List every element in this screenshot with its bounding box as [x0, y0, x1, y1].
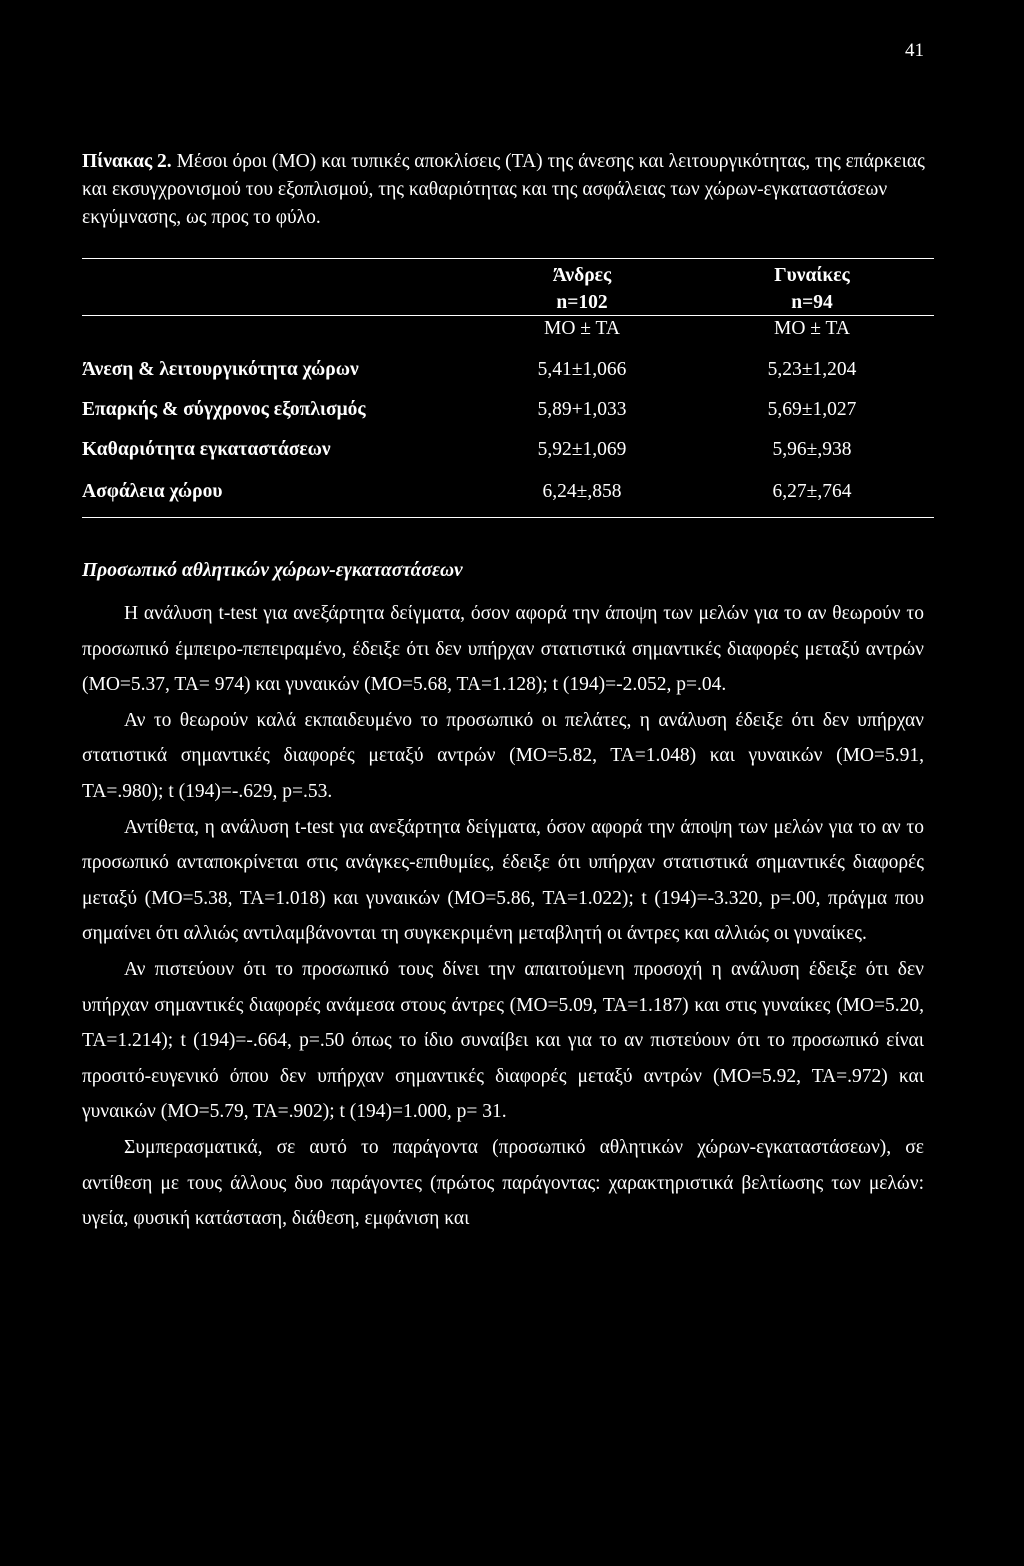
- cell-women: 5,96±,938: [772, 439, 852, 460]
- column-header-women-name: Γυναίκες: [774, 265, 850, 286]
- stat-header-men: ΜΟ ± ΤΑ: [544, 318, 620, 339]
- paragraph: Συμπερασματικά, σε αυτό το παράγοντα (προσωπικό αθλητικών χώρων-εγκαταστάσεων), σε αντίθεση με τους άλλους δυο παράγοντες (πρώτος παράγοντας: χαρακτηριστικά βελτίωσης των μελών: υγεία, φυσική κατάσταση, διάθεση, εμφάνιση και: [82, 1136, 924, 1230]
- column-header-women: [682, 262, 942, 316]
- stat-header-women: ΜΟ ± ΤΑ: [774, 318, 850, 339]
- cell-women: 6,27±,764: [772, 481, 852, 502]
- table-row: [82, 481, 934, 509]
- table-rule-mid: [82, 315, 934, 316]
- body-text: [82, 596, 924, 1237]
- table-row: [82, 399, 934, 427]
- paragraph: Αντίθετα, η ανάλυση t-test για ανεξάρτητα δείγματα, όσον αφορά την άποψη των μελών για το αν το προσωπικό ανταποκρίνεται στις ανάγκες-επιθυμίες, έδειξε ότι υπήρχαν στατιστικά σημαντικές διαφορές μεταξύ (ΜΟ=5.38, ΤΑ=1.018) και γυναικών (ΜΟ=5.86, ΤΑ=1.022); t (194)=-3.320, p=.00, πράγμα που σημαίνει ότι αλλιώς αντιλαμβάνονται τη συγκεκριμένη μεταβλητή οι άντρες και αλλιώς οι γυναίκες.: [82, 816, 924, 945]
- column-header-women-n: n=94: [791, 292, 833, 313]
- table-caption: [82, 148, 942, 232]
- paragraph: Αν το θεωρούν καλά εκπαιδευμένο το προσωπικό οι πελάτες, η ανάλυση έδειξε ότι δεν υπήρχαν στατιστικά σημαντικές διαφορές μεταξύ αντρών (ΜΟ=5.82, ΤΑ=1.048) και γυναικών (ΜΟ=5.91, ΤΑ=.980); t (194)=-.629, p=.53.: [82, 709, 924, 802]
- column-header-men-name: Άνδρες: [552, 265, 612, 286]
- table-rule-bottom: [82, 517, 934, 518]
- table-row: [82, 439, 934, 467]
- row-label: Καθαριότητα εγκαταστάσεων: [82, 439, 331, 460]
- paragraph: Η ανάλυση t-test για ανεξάρτητα δείγματα, όσον αφορά την άποψη των μελών για το αν θεωρούν το προσωπικό έμπειρο-πεπειραμένο, έδειξε ότι δεν υπήρχαν στατιστικά σημαντικές διαφορές μεταξύ αντρών (ΜΟ=5.37, ΤΑ= 974) και γυναικών (ΜΟ=5.68, ΤΑ=1.128); t (194)=-2.052, p=.04.: [82, 603, 924, 696]
- page-number: 41: [905, 40, 924, 61]
- table-rule-top: [82, 258, 934, 259]
- table-caption-label: Πίνακας 2.: [82, 151, 172, 172]
- row-label: Άνεση & λειτουργικότητα χώρων: [82, 359, 359, 380]
- cell-men: 6,24±,858: [542, 481, 622, 502]
- row-label: Ασφάλεια χώρου: [82, 481, 223, 502]
- cell-women: 5,69±1,027: [767, 399, 857, 420]
- row-label: Επαρκής & σύγχρονος εξοπλισμός: [82, 399, 366, 420]
- table-row: [82, 359, 934, 387]
- cell-men: 5,89+1,033: [537, 399, 627, 420]
- cell-men: 5,41±1,066: [537, 359, 627, 380]
- cell-men: 5,92±1,069: [537, 439, 627, 460]
- column-header-men: [452, 262, 712, 316]
- paragraph: Αν πιστεύουν ότι το προσωπικό τους δίνει την απαιτούμενη προσοχή η ανάλυση έδειξε ότι δεν υπήρχαν σημαντικές διαφορές ανάμεσα στους άντρες (ΜΟ=5.09, ΤΑ=1.187) και στις γυναίκες (ΜΟ=5.20, ΤΑ=1.214); t (194)=-.664, p=.50 όπως το ίδιο συναίβει και για το αν πιστεύουν ότι το προσωπικό είναι προσιτό-ευγενικό όπου δεν υπήρχαν σημαντικές διαφορές μεταξύ αντρών (ΜΟ=5.92, ΤΑ=.972) και γυναικών (ΜΟ=5.79, ΤΑ=.902); t (194)=1.000, p= 31.: [82, 958, 924, 1123]
- table-caption-text: Μέσοι όροι (ΜΟ) και τυπικές αποκλίσεις (ΤΑ) της άνεσης και λειτουργικότητας, της επάρκειας και εκσυγχρονισμού του εξοπλισμού, της καθαριότητας και της ασφάλειας των χώρων-εγκαταστάσεων εκγύμνασης, ως προς το φύλο.: [82, 151, 925, 228]
- section-title: Προσωπικό αθλητικών χώρων-εγκαταστάσεων: [82, 560, 463, 581]
- column-header-men-n: n=102: [556, 292, 608, 313]
- cell-women: 5,23±1,204: [767, 359, 857, 380]
